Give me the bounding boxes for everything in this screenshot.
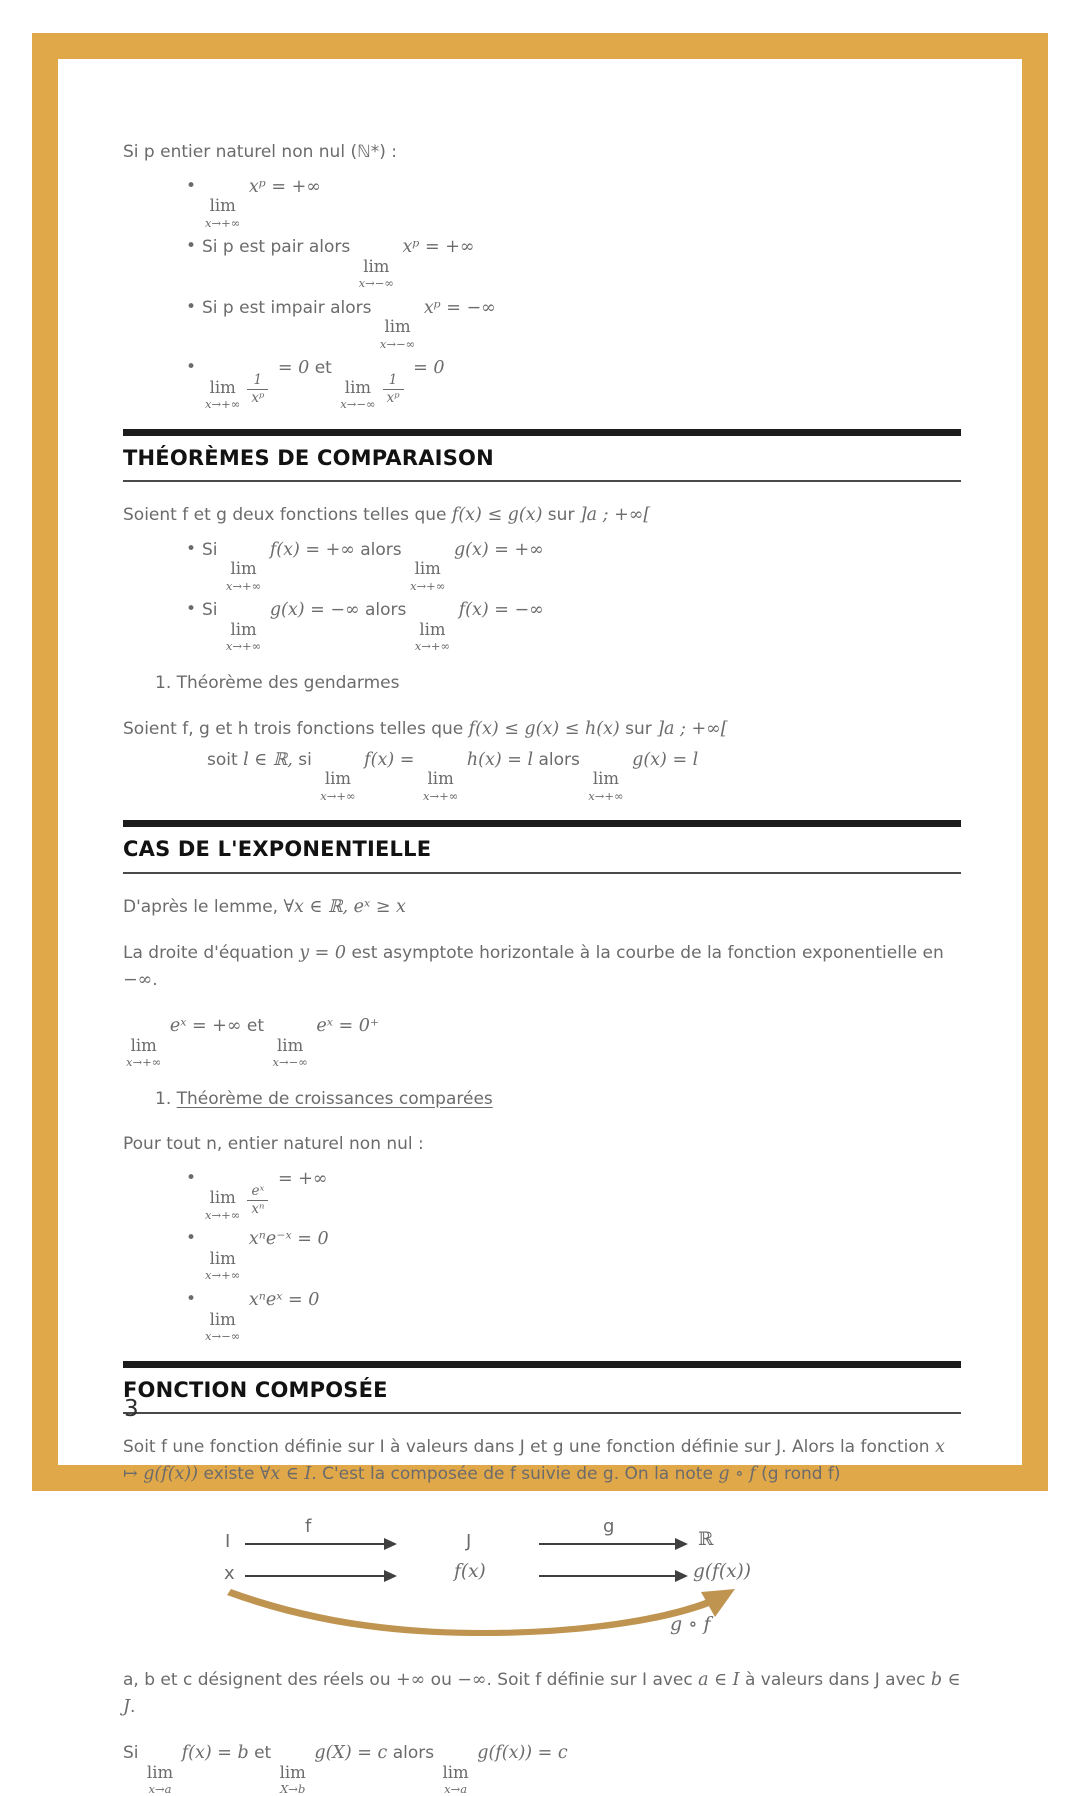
header-bottom-rule	[123, 1412, 961, 1414]
body-text: ou	[425, 1670, 458, 1691]
body-text: 1. Théorème des gendarmes	[155, 672, 400, 693]
diagram-gfx: g(f(x))	[693, 1561, 751, 1583]
paragraph	[123, 140, 961, 166]
math-text: xᵖ = +∞	[396, 237, 475, 258]
math-text: −∞	[457, 1670, 487, 1691]
numbered-item	[123, 671, 961, 697]
limit-operator: lim x→+∞	[225, 559, 262, 593]
composition-diagram	[123, 1513, 961, 1647]
body-text: si	[292, 749, 318, 770]
fraction: $\frac{1}{\text{xᵖ}}$	[247, 374, 268, 406]
math-text: ∀x ∈ I	[259, 1463, 312, 1484]
limit-operator: lim x→−∞	[340, 377, 376, 412]
body-text: Théorème de croissances comparées	[176, 1088, 493, 1109]
paragraph	[123, 1740, 961, 1796]
body-text: et	[241, 1016, 270, 1037]
limit-operator: lim x→a	[442, 1762, 469, 1796]
diagram-g-label: g	[603, 1516, 615, 1538]
bullet-item	[186, 174, 961, 230]
math-text: g(X) = c	[308, 1743, 388, 1764]
body-text: . Soit f définie sur I avec	[486, 1670, 699, 1691]
bullet-item	[186, 1166, 961, 1222]
math-text: g ∘ f	[718, 1463, 756, 1484]
body-text: alors	[354, 539, 408, 560]
limit-operator: • lim x→−∞	[205, 1309, 241, 1344]
limit-operator: lim x→+∞	[225, 619, 262, 654]
math-text: xⁿe⁻ˣ = 0	[243, 1229, 329, 1250]
body-text: Soit f une fonction définie sur I à valeurs dans J et g une fonction définie sur J. Alors la fonction	[123, 1437, 935, 1458]
limit-operator: lim x→+∞	[588, 769, 624, 803]
limit-operator: lim x→−∞	[358, 256, 394, 291]
header-top-rule	[123, 820, 961, 827]
math-text: f(x) = b	[176, 1743, 249, 1764]
header-top-rule	[123, 1361, 961, 1368]
body-text: Si	[202, 539, 223, 560]
fraction: $\frac{1}{\text{xᵖ}}$	[383, 374, 404, 406]
diagram-set-j: J	[466, 1531, 472, 1553]
math-text: l ∈ ℝ,	[243, 749, 293, 770]
math-text: +∞	[396, 1670, 426, 1691]
math-text: f(x) =	[358, 749, 420, 770]
header-bottom-rule	[123, 480, 961, 482]
math-text: b ∈ J	[123, 1670, 961, 1717]
arrow-g-bottom-icon	[539, 1575, 686, 1577]
section-header	[123, 1361, 961, 1415]
paragraph	[123, 502, 961, 529]
bullet-item	[186, 537, 961, 593]
math-text: −∞	[123, 969, 153, 990]
paragraph	[123, 747, 961, 803]
limit-operator: lim x→+∞	[414, 619, 451, 654]
body-text: (g rond f)	[755, 1463, 841, 1484]
document-content	[123, 120, 961, 1796]
body-text: soit	[207, 749, 244, 770]
limit-operator: lim x→+∞	[410, 559, 446, 593]
diagram-set-i: I	[225, 1531, 231, 1553]
math-text: = 0	[272, 358, 310, 379]
limit-operator: lim x→−∞	[272, 1035, 308, 1070]
math-text: = 0	[407, 358, 445, 379]
limit-operator: • lim x→+∞	[205, 377, 241, 412]
section-title: FONCTION COMPOSÉE	[123, 1377, 388, 1402]
math-text: ]a ; +∞[	[657, 719, 728, 740]
body-text: Pour tout n, entier naturel non nul :	[123, 1134, 424, 1155]
math-text: ]a ; +∞[	[579, 505, 651, 526]
paragraph	[123, 894, 961, 921]
header-bottom-rule	[123, 872, 961, 874]
bullet-list	[123, 174, 961, 411]
limit-operator: lim x→+∞	[422, 769, 459, 803]
paragraph	[123, 1434, 961, 1487]
bullet-item	[186, 1287, 961, 1343]
diagram-fx: f(x)	[454, 1561, 486, 1583]
limit-operator: • lim x→+∞	[205, 196, 241, 230]
page-number: 3	[124, 1396, 139, 1422]
diagram-set-r: ℝ	[698, 1529, 714, 1551]
arrow-f-bottom-icon	[245, 1575, 395, 1577]
bullet-list	[123, 537, 961, 653]
bullet-item	[186, 295, 961, 351]
bullet-item	[186, 597, 961, 653]
math-text: g(x) = +∞	[448, 539, 544, 560]
body-text: .	[130, 1696, 136, 1717]
body-text: sur	[619, 719, 658, 740]
body-text: et	[248, 1743, 277, 1764]
body-text: . C'est la composée de f suivie de g. On la note	[311, 1463, 719, 1484]
math-text: eˣ = 0⁺	[310, 1016, 380, 1037]
bullet-item	[186, 234, 961, 290]
body-text: D'après le lemme,	[123, 896, 284, 917]
limit-operator: lim x→+∞	[320, 769, 356, 803]
body-text: sur	[542, 505, 580, 526]
math-text: g(x) = l	[626, 749, 699, 770]
swoosh-label: g ∘ f	[670, 1613, 711, 1636]
math-text: xᵖ = +∞	[243, 176, 321, 197]
paragraph	[123, 716, 961, 743]
diagram-f-label: f	[305, 1516, 312, 1538]
limit-operator: • lim x→+∞	[205, 1248, 241, 1283]
body-text: est asymptote horizontale à la courbe de la fonction exponentielle en	[346, 943, 944, 964]
math-text: h(x) = l	[461, 749, 534, 770]
composition-swoosh-arrow-icon	[219, 1589, 747, 1641]
body-text: .	[152, 969, 158, 990]
math-text: f(x) ≤ g(x) ≤ h(x)	[468, 719, 620, 740]
math-text: y = 0	[299, 943, 347, 964]
math-text: g(x) = −∞	[264, 600, 360, 621]
body-text: Si	[202, 600, 223, 621]
body-text: Soient f et g deux fonctions telles que	[123, 505, 452, 526]
bullet-list	[123, 1166, 961, 1343]
math-text: eˣ = +∞	[164, 1016, 242, 1037]
paragraph	[123, 1667, 961, 1720]
section-header	[123, 429, 961, 483]
arrow-g-top-icon	[539, 1543, 686, 1545]
math-text: g(f(x)) = c	[471, 1743, 568, 1764]
bullet-item	[186, 355, 961, 411]
math-text: f(x) = −∞	[453, 600, 544, 621]
numbered-item	[123, 1087, 961, 1113]
math-text: a ∈ I	[698, 1670, 740, 1691]
body-text: La droite d'équation	[123, 943, 300, 964]
diagram-x: x	[224, 1563, 235, 1585]
limit-operator: lim x→+∞	[126, 1035, 162, 1070]
limit-operator: lim x→a	[146, 1762, 174, 1796]
paragraph	[123, 940, 961, 993]
section-title: THÉORÈMES DE COMPARAISON	[123, 445, 494, 470]
body-text: et	[309, 358, 338, 379]
fraction: $\frac{\text{eˣ}}{\text{xⁿ}}$	[247, 1185, 268, 1217]
body-text: existe	[198, 1463, 260, 1484]
math-text: x ↦ g(f(x))	[123, 1437, 945, 1484]
section-header	[123, 820, 961, 874]
body-text: alors	[387, 1743, 440, 1764]
body-text: Si p est pair alors	[202, 237, 356, 258]
math-text: xⁿeˣ = 0	[243, 1289, 320, 1310]
paragraph	[123, 1132, 961, 1158]
bullet-item	[186, 1226, 961, 1282]
body-text: Si	[123, 1743, 144, 1764]
body-text: alors	[533, 749, 586, 770]
paragraph	[123, 1013, 961, 1069]
body-text: Si p est impair alors	[202, 297, 377, 318]
body-text: a, b et c désignent des réels ou	[123, 1670, 397, 1691]
header-top-rule	[123, 429, 961, 436]
body-text: Soient f, g et h trois fonctions telles que	[123, 719, 469, 740]
math-text: xᵖ = −∞	[418, 297, 496, 318]
body-text: alors	[359, 600, 412, 621]
body-text: à valeurs dans J avec	[739, 1670, 931, 1691]
math-text: ∀x ∈ ℝ, eˣ ≥ x	[283, 896, 406, 917]
limit-operator: lim X→b	[279, 1762, 306, 1796]
limit-operator: lim x→−∞	[379, 317, 416, 351]
math-text: f(x) ≤ g(x)	[451, 505, 543, 526]
limit-operator: • lim x→+∞	[205, 1188, 241, 1222]
arrow-f-top-icon	[245, 1543, 395, 1545]
math-text: = +∞	[272, 1168, 328, 1189]
body-text: 1.	[155, 1088, 177, 1109]
body-text: Si p entier naturel non nul (ℕ*) :	[123, 142, 397, 162]
math-text: f(x) = +∞	[264, 539, 355, 560]
section-title: CAS DE L'EXPONENTIELLE	[123, 837, 432, 862]
